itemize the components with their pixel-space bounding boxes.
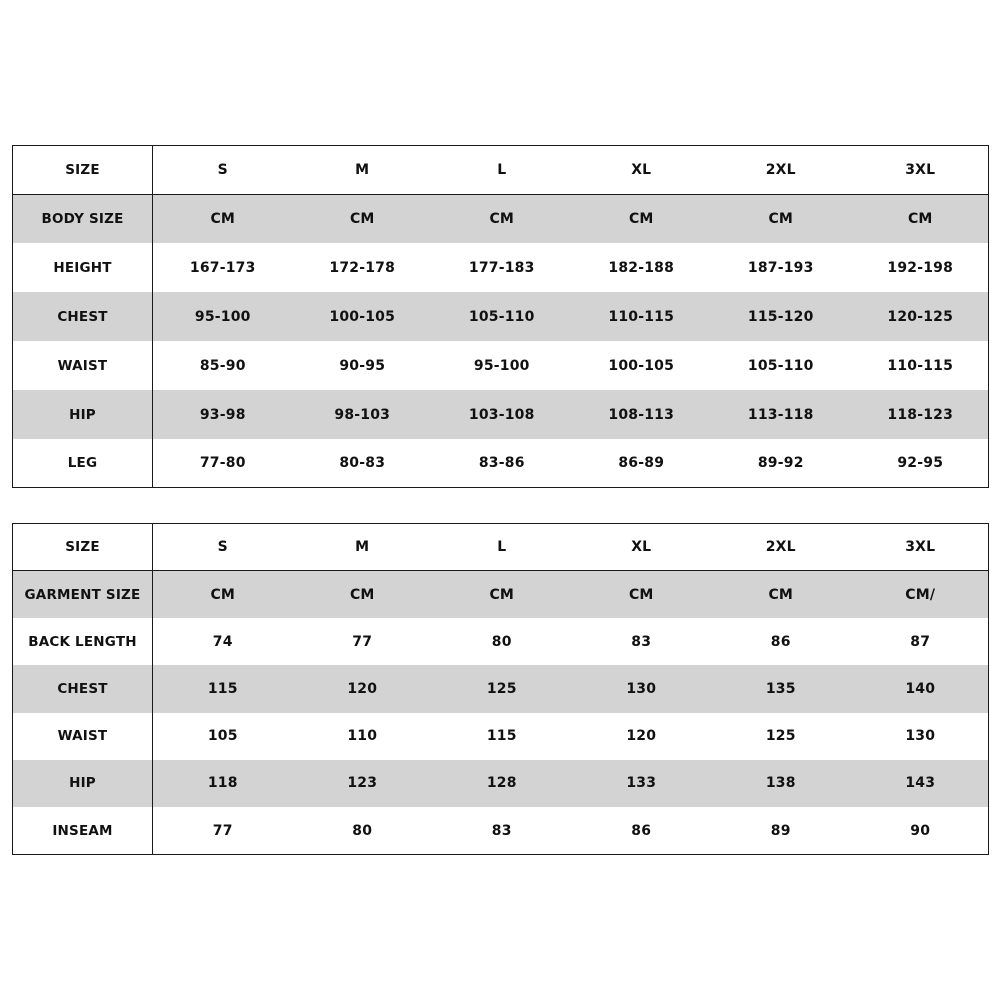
table-cell: 92-95 <box>897 455 944 472</box>
table-cell: 105-110 <box>747 357 814 374</box>
table-cell: CM <box>489 586 515 603</box>
table-cell: 182-188 <box>608 259 675 276</box>
table-cell: 115 <box>486 728 517 745</box>
header-label-cell: SIZE <box>13 146 153 194</box>
table-cell: 128 <box>486 775 517 792</box>
row-label: HIP <box>13 760 153 807</box>
table-cell: CM <box>210 210 236 227</box>
table-cell: 100-105 <box>608 357 675 374</box>
table-cell: 77 <box>212 822 233 839</box>
table-row <box>13 665 988 712</box>
row-label: WAIST <box>13 713 153 760</box>
table-cell: 123 <box>347 775 378 792</box>
row-label: BODY SIZE <box>13 195 153 244</box>
table-row <box>13 618 988 665</box>
table-cell: 113-118 <box>747 406 814 423</box>
table-cell: CM <box>349 586 375 603</box>
table-row <box>13 390 988 439</box>
table-cell: 120 <box>347 680 378 697</box>
table-cell: 110 <box>347 728 378 745</box>
table-cell: 187-193 <box>747 259 814 276</box>
row-label: CHEST <box>13 665 153 712</box>
table-cell: 172-178 <box>329 259 396 276</box>
header-size-l: L <box>497 161 507 178</box>
row-label: HIP <box>13 390 153 439</box>
table-cell: 83-86 <box>478 455 525 472</box>
table-row <box>13 341 988 390</box>
table-cell: 80 <box>491 633 512 650</box>
header-size-m: M <box>355 539 370 555</box>
table-cell: 130 <box>905 728 936 745</box>
table-row <box>13 760 988 807</box>
header-label-cell: SIZE <box>13 524 153 570</box>
table-cell: 130 <box>626 680 657 697</box>
header-size-xl: XL <box>631 539 652 555</box>
table-cell: 120 <box>626 728 657 745</box>
header-size-m: M <box>355 161 370 178</box>
table-cell: 118 <box>207 775 238 792</box>
table-cell: 93-98 <box>199 406 246 423</box>
table-cell: 89-92 <box>757 455 804 472</box>
table-cell: 80-83 <box>339 455 386 472</box>
header-size-s: S <box>217 539 228 555</box>
row-label: CHEST <box>13 292 153 341</box>
table-cell: 90-95 <box>339 357 386 374</box>
table-cell: CM <box>628 586 654 603</box>
table-cell: CM <box>628 210 654 227</box>
table-cell: 177-183 <box>468 259 535 276</box>
table-cell: 140 <box>905 680 936 697</box>
table-cell: 98-103 <box>334 406 391 423</box>
table-cell: 77 <box>352 633 373 650</box>
header-size-2xl: 2XL <box>765 161 796 178</box>
table-cell: CM <box>907 210 933 227</box>
table-cell: 95-100 <box>473 357 530 374</box>
row-label: INSEAM <box>13 807 153 854</box>
table-cell: 87 <box>910 633 931 650</box>
table-cell: 86 <box>770 633 791 650</box>
table-cell: 143 <box>905 775 936 792</box>
table-cell: 192-198 <box>887 259 954 276</box>
table-cell: 103-108 <box>468 406 535 423</box>
table-cell: 110-115 <box>887 357 954 374</box>
table-cell: 89 <box>770 822 791 839</box>
table-cell: 167-173 <box>189 259 256 276</box>
table-header-row <box>13 524 988 571</box>
row-label: GARMENT SIZE <box>13 571 153 618</box>
table-cell: CM <box>768 210 794 227</box>
table-cell: CM <box>768 586 794 603</box>
table-cell: 74 <box>212 633 233 650</box>
table-cell: 105-110 <box>468 308 535 325</box>
table-cell: 83 <box>491 822 512 839</box>
header-size-3xl: 3XL <box>905 539 936 555</box>
header-size-l: L <box>497 539 507 555</box>
table-cell: 80 <box>352 822 373 839</box>
table-cell: 125 <box>765 728 796 745</box>
table-cell: 77-80 <box>199 455 246 472</box>
table-cell: 90 <box>910 822 931 839</box>
table-cell: 115 <box>207 680 238 697</box>
table-row <box>13 807 988 854</box>
table-cell: 120-125 <box>887 308 954 325</box>
table-cell: 108-113 <box>608 406 675 423</box>
row-label: HEIGHT <box>13 243 153 292</box>
table-cell: 83 <box>631 633 652 650</box>
body-size-table <box>12 145 989 488</box>
row-label: LEG <box>13 439 153 488</box>
garment-size-table <box>12 523 989 855</box>
table-cell: 100-105 <box>329 308 396 325</box>
table-cell: 115-120 <box>747 308 814 325</box>
table-cell: CM <box>489 210 515 227</box>
header-size-s: S <box>217 161 228 178</box>
table-row <box>13 713 988 760</box>
table-cell: 135 <box>765 680 796 697</box>
table-cell: 86-89 <box>618 455 665 472</box>
table-cell: 85-90 <box>199 357 246 374</box>
table-cell: 133 <box>626 775 657 792</box>
table-cell: 95-100 <box>194 308 251 325</box>
table-row <box>13 439 988 488</box>
table-cell: 138 <box>765 775 796 792</box>
table-cell: 105 <box>207 728 238 745</box>
table-cell: CM/ <box>905 586 936 603</box>
table-cell: 125 <box>486 680 517 697</box>
table-cell: 110-115 <box>608 308 675 325</box>
row-label: WAIST <box>13 341 153 390</box>
table-row <box>13 571 988 618</box>
table-cell: CM <box>349 210 375 227</box>
table-row <box>13 195 988 244</box>
table-row <box>13 243 988 292</box>
header-size-3xl: 3XL <box>905 161 936 178</box>
row-label: BACK LENGTH <box>13 618 153 665</box>
table-cell: 86 <box>631 822 652 839</box>
table-cell: 118-123 <box>887 406 954 423</box>
table-header-row <box>13 146 988 195</box>
table-row <box>13 292 988 341</box>
header-size-2xl: 2XL <box>765 539 796 555</box>
header-size-xl: XL <box>631 161 652 178</box>
table-cell: CM <box>210 586 236 603</box>
